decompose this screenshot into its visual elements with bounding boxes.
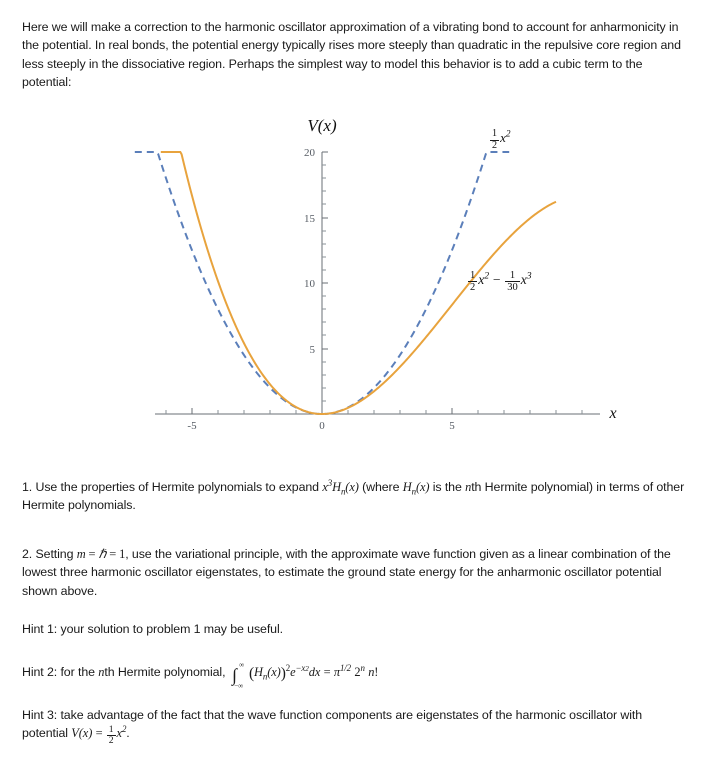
- hint-1-text: your solution to problem 1 may be useful.: [60, 622, 283, 636]
- y-major-ticks: [322, 152, 328, 349]
- problem-2-math-a: m: [76, 547, 86, 561]
- problem-2-text-a: Setting: [35, 547, 77, 561]
- anharm-x-squared: $x^2$: [478, 270, 490, 287]
- integrand-open-paren: (: [248, 664, 255, 682]
- anharmonic-curve-label: [467, 270, 532, 293]
- x-axis-title: x: [609, 405, 617, 422]
- x-tick-label-minus5: -5: [187, 420, 197, 432]
- integral-lower-limit: −∞: [234, 681, 244, 690]
- integrand-close-paren: ): [280, 664, 286, 682]
- integrand-exponential: $e^{-x2}$: [290, 662, 309, 679]
- problem-2-number: 2.: [22, 547, 33, 561]
- problem-1-math-b: $H_n(x)$: [402, 480, 430, 497]
- hint-2-label: Hint 2:: [22, 665, 58, 679]
- hint-3-equals: =: [95, 726, 103, 741]
- x-minor-ticks: [166, 410, 582, 414]
- anharm-frac1-numerator: 1: [470, 270, 476, 281]
- hint-2-text-b: th Hermite polynomial,: [104, 665, 226, 679]
- hint-3-frac-numerator: 1: [108, 723, 114, 735]
- anharm-x-cubed: $x^3$: [520, 270, 532, 287]
- problem-2-one: 1: [119, 547, 126, 561]
- y-tick-label-20: 20: [304, 147, 315, 159]
- hint-3-text-a: take advantage of the fact that the wave function components are eigenstates of the harmonic oscillator with potential: [22, 708, 643, 741]
- problem-1-text-a: Use the properties of Hermite polynomials to expand: [35, 480, 323, 494]
- harmonic-frac-denominator: 2: [492, 139, 498, 151]
- rhs-bang: !: [374, 665, 379, 679]
- hint-2: [22, 661, 686, 690]
- integrand-exponent: 2: [285, 662, 291, 673]
- harmonic-x-squared: $x^2$: [500, 129, 511, 145]
- anharm-frac2-numerator: 1: [509, 270, 516, 281]
- anharm-minus-sign: −: [492, 271, 501, 287]
- rhs-n-factorial: n: [368, 665, 375, 679]
- problem-1-math-a: $x^3H_n(x)$: [322, 477, 359, 497]
- problem-2-eq2: =: [106, 547, 120, 561]
- hint-2-math-n: n: [98, 665, 105, 679]
- problem-1-text-d: th Hermite polynomial) in terms of other Hermite polynomials.: [22, 480, 685, 513]
- hint-1: [22, 620, 686, 638]
- y-tick-label-10: 10: [304, 278, 315, 290]
- problem-1-text-b: (where: [358, 480, 403, 494]
- axes: [155, 152, 600, 414]
- y-axis-title: V(x): [307, 116, 337, 135]
- hint-3-period: .: [126, 726, 130, 741]
- rhs-pi: $\pi^{1/2}$: [333, 662, 352, 679]
- anharm-frac1-denominator: 2: [470, 282, 476, 294]
- potential-energy-plot: [0, 105, 709, 435]
- integrand-hermite: $H_n(x)$: [254, 665, 281, 682]
- x-tick-label-5: 5: [449, 420, 455, 432]
- integral-upper-limit: ∞: [239, 661, 245, 670]
- problem-2: [22, 545, 686, 600]
- problem-2-hbar: ℏ: [98, 547, 107, 561]
- anharm-frac2-denominator: 30: [507, 282, 518, 294]
- hint-2-equals: =: [323, 665, 331, 679]
- x-tick-label-0: 0: [319, 420, 325, 432]
- y-tick-label-15: 15: [304, 213, 315, 225]
- y-tick-label-5: 5: [309, 344, 315, 356]
- hint-3-frac-denominator: 2: [108, 734, 114, 746]
- integral-symbol: ∫ ∞ −∞: [232, 661, 245, 690]
- problem-1: [22, 478, 686, 515]
- harmonic-frac-numerator: 1: [492, 128, 498, 139]
- hint-3-potential: V(x): [71, 726, 93, 741]
- rhs-two-pow-n: 2$^n$: [354, 662, 365, 679]
- hint-3: [22, 706, 686, 746]
- plot-svg: [0, 105, 709, 435]
- problem-2-text-b: , use the variational principle, with the approximate wave function given as a linear combination of the lowest three harmonic oscillator eigenstates, to estimate the ground state energy for the anharmonic oscillator potential shown above.: [22, 547, 671, 598]
- hint-1-label: Hint 1:: [22, 622, 58, 636]
- integrand-differential: dx: [308, 665, 321, 679]
- problem-1-text-c: is the: [429, 480, 466, 494]
- problem-2-eq1: =: [85, 547, 99, 561]
- hint-2-text-a: for the: [60, 665, 99, 679]
- harmonic-curve-label: [489, 129, 511, 151]
- intro-paragraph: Here we will make a correction to the harmonic oscillator approximation of a vibrating bond to account for anharmonicity in the potential. In real bonds, the potential energy typically rises more steeply than quadratic in the repulsive core region and less steeply in the dissociative region. Perhaps the simplest way to model this behavior is to add a cubic term to the potential:: [22, 20, 681, 90]
- hint-3-x-squared: $x^2$: [116, 724, 127, 741]
- hint-3-label: Hint 3:: [22, 708, 58, 722]
- problem-1-number: 1.: [22, 480, 33, 494]
- problem-1-math-c: n: [465, 480, 472, 494]
